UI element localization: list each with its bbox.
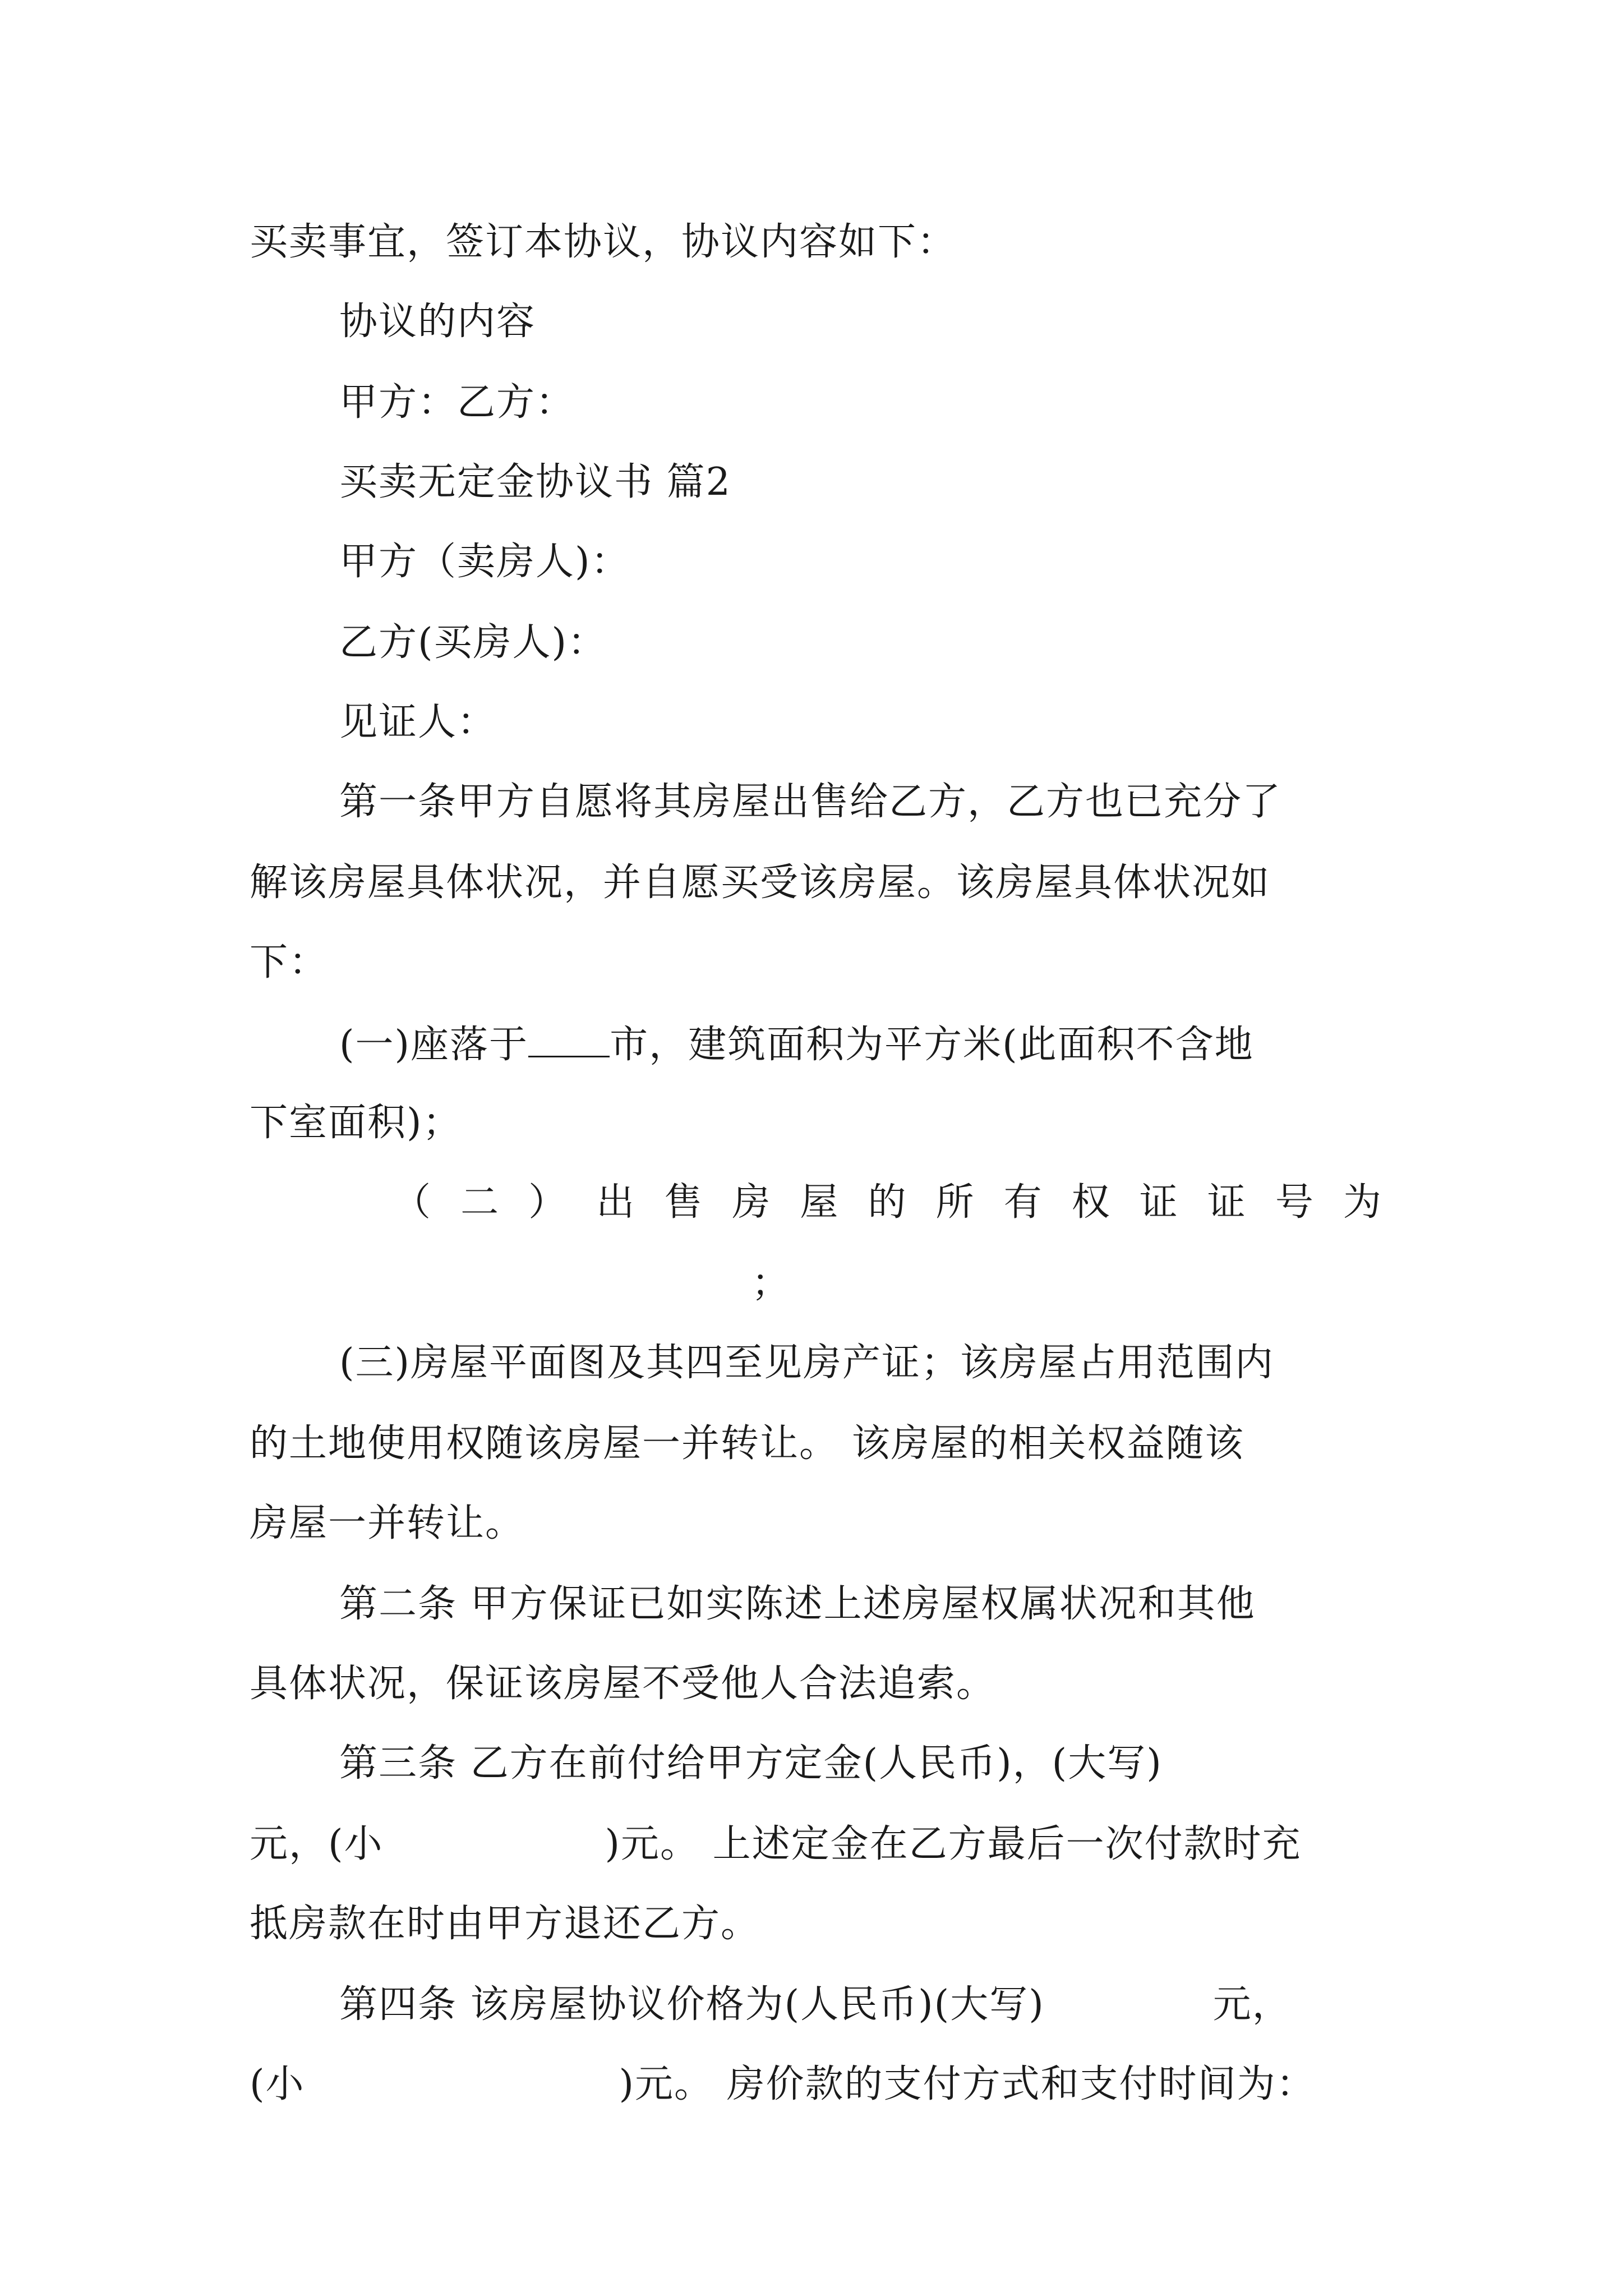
clause-2-char: 有 — [1003, 1180, 1043, 1225]
witness-field: 见证人： — [339, 700, 497, 744]
clause-2-line — [393, 1180, 1382, 1225]
clause-2-char: 所 — [935, 1180, 975, 1225]
article-4-line — [250, 2062, 1316, 2106]
article-4-text: )元。 房价款的支付方式和支付时间为： — [619, 2062, 1316, 2106]
clause-1-text: 市，建筑面积为平方米(此面积不含地 — [610, 1023, 1254, 1067]
parties-line: 甲方：乙方： — [339, 380, 575, 425]
article-4-line — [339, 1982, 1292, 2027]
clause-2-char: 号 — [1275, 1180, 1315, 1225]
article-3-line: 第三条 乙方在前付给甲方定金(人民币)，(大写) — [339, 1741, 1163, 1786]
clause-2-char: 权 — [1071, 1180, 1111, 1225]
article-1-line: 下： — [250, 940, 329, 984]
seller-field: 甲方（卖房人)： — [339, 540, 630, 584]
article-4-text: 第四条 该房屋协议价格为(人民币)(大写) — [339, 1982, 1045, 2027]
article-2-line: 具体状况，保证该房屋不受他人合法追索。 — [250, 1662, 996, 1706]
clause-1-line: 下室面积)； — [250, 1101, 462, 1145]
article-3-text: 元，(小 — [250, 1822, 384, 1866]
buyer-field: 乙方(买房人)： — [339, 620, 607, 665]
clause-3-line: 房屋一并转让。 — [250, 1501, 525, 1545]
clause-2-char: 的 — [868, 1180, 907, 1225]
article-4-text: (小 — [250, 2062, 305, 2106]
article-1-line: 解该房屋具体状况，并自愿买受该房屋。该房屋具体状况如 — [250, 861, 1271, 905]
article-4-text: 元， — [1212, 1982, 1292, 2027]
article-3-text: )元。 上述定金在乙方最后一次付款时充 — [605, 1822, 1302, 1866]
clause-2-char: 二 — [460, 1180, 500, 1225]
article-2-line: 第二条 甲方保证已如实陈述上述房屋权属状况和其他 — [339, 1582, 1256, 1626]
clause-1-line — [339, 1023, 1254, 1067]
location-blank — [528, 1024, 610, 1057]
document-title: 买卖无定金协议书 篇2 — [339, 460, 731, 504]
clause-1-text: (一)座落于 — [339, 1023, 529, 1067]
clause-2-char: 证 — [1139, 1180, 1179, 1225]
clause-2-char: ） — [528, 1180, 568, 1225]
paragraph-line: 买卖事宜，签订本协议，协议内容如下： — [250, 220, 957, 264]
clause-2-end: ； — [751, 1261, 791, 1305]
clause-2-char: 屋 — [800, 1180, 840, 1225]
article-1-line: 第一条甲方自愿将其房屋出售给乙方，乙方也已充分了 — [339, 780, 1282, 824]
article-3-line: 抵房款在时由甲方退还乙方。 — [250, 1902, 760, 1946]
clause-3-line: 的土地使用权随该房屋一并转让。 该房屋的相关权益随该 — [250, 1421, 1244, 1466]
clause-2-char: （ — [393, 1180, 432, 1225]
clause-2-char: 出 — [596, 1180, 636, 1225]
clause-2-char: 为 — [1343, 1180, 1382, 1225]
clause-2-char: 售 — [664, 1180, 704, 1225]
article-3-line — [250, 1822, 1302, 1866]
section-heading: 协议的内容 — [339, 300, 536, 344]
clause-3-line: (三)房屋平面图及其四至见房产证；该房屋占用范围内 — [339, 1341, 1275, 1385]
clause-2-char: 证 — [1207, 1180, 1247, 1225]
clause-2-char: 房 — [732, 1180, 772, 1225]
